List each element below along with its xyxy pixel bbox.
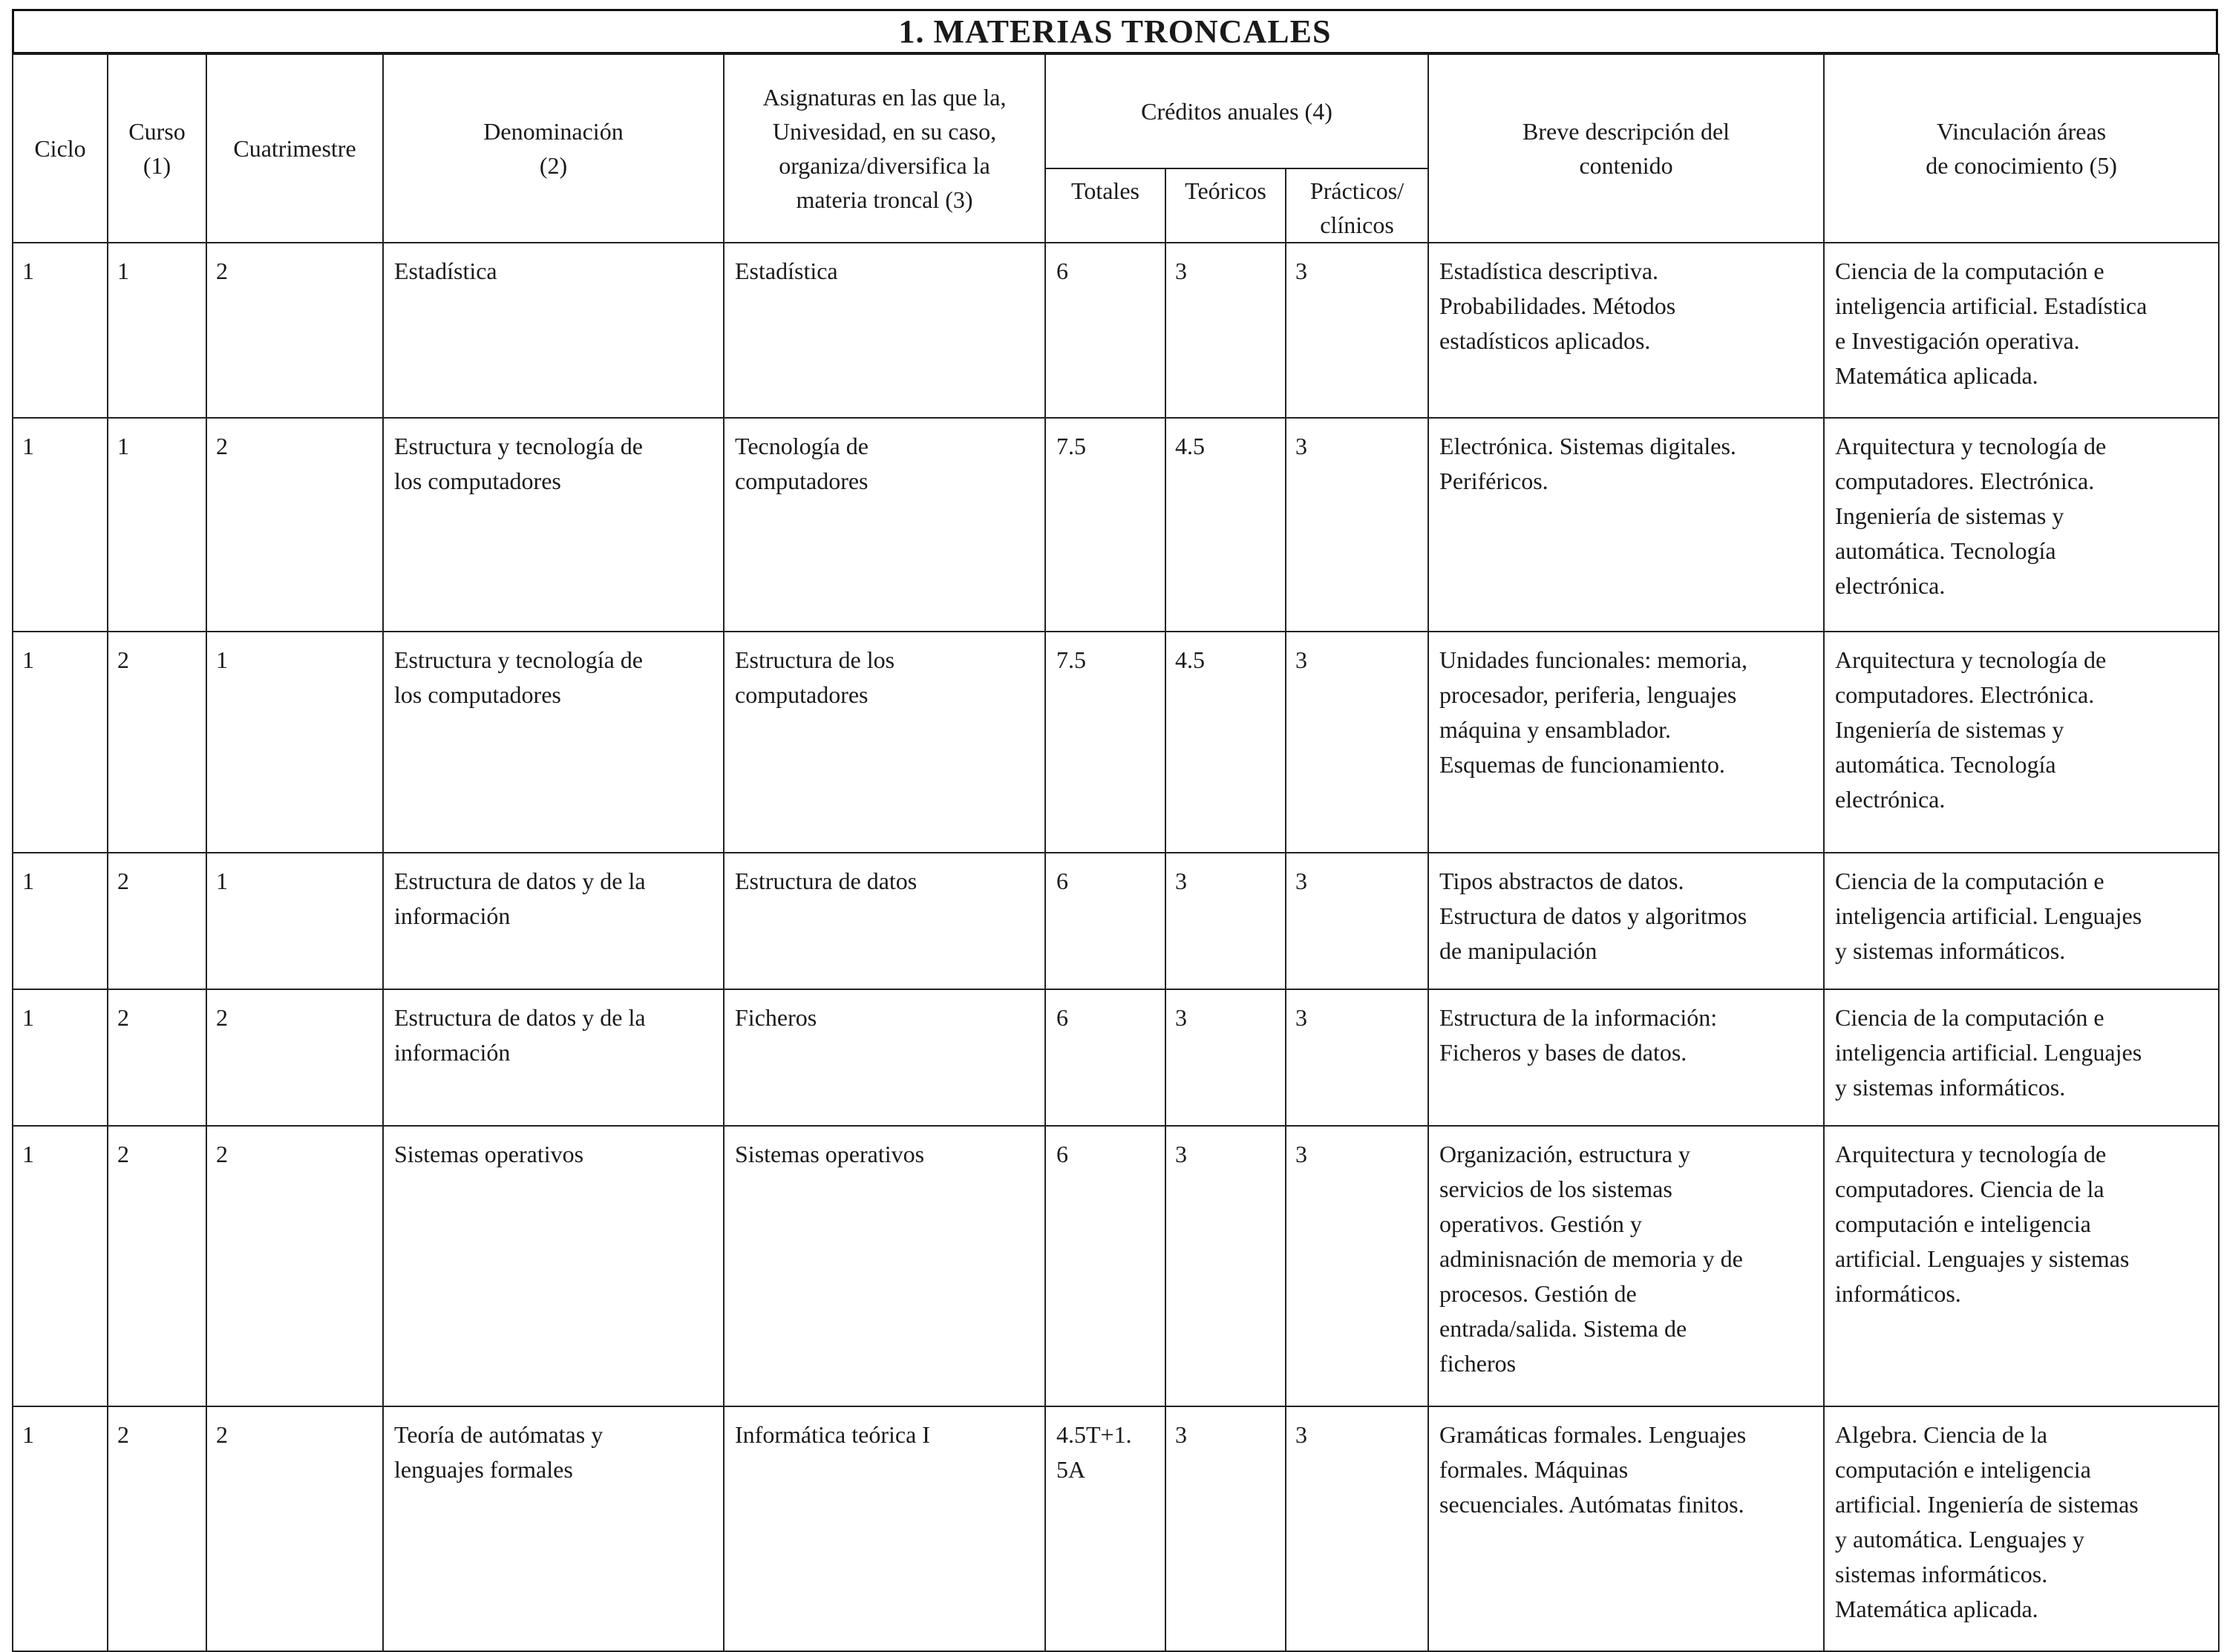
cell-descripcion-line: Electrónica. Sistemas digitales. [1439,433,1736,459]
cell-totales [1045,1126,1165,1406]
header-totales: Totales [1045,168,1165,243]
cell-cuatrimestre: 1 [206,632,383,853]
cell-asignatura [724,1406,1045,1651]
cell-vinculacion [1824,243,2219,418]
cell-descripcion-line: Periféricos. [1439,468,1548,494]
header-teoricos: Teóricos [1165,168,1286,243]
cell-totales-line: 6 [1056,868,1068,894]
cell-curso: 2 [108,853,206,989]
cell-vinculacion-line: Ciencia de la computación e [1835,868,2104,894]
cell-totales-line: 6 [1056,258,1068,284]
header-vinculacion: Vinculación áreas de conocimiento (5) [1824,54,2219,243]
cell-practicos: 3 [1286,243,1428,418]
cell-teoricos: 3 [1165,853,1286,989]
cell-descripcion-line: secuenciales. Autómatas finitos. [1439,1491,1744,1518]
cell-asignatura-line: Informática teórica I [735,1421,930,1448]
cell-vinculacion-line: computadores. Electrónica. [1835,681,2095,708]
cell-denominacion [383,989,724,1126]
cell-vinculacion-line: informáticos. [1835,1280,1961,1307]
cell-descripcion-line: Gramáticas formales. Lenguajes [1439,1421,1747,1448]
cell-asignatura [724,989,1045,1126]
cell-totales [1045,853,1165,989]
cell-descripcion-line: Esquemas de funcionamiento. [1439,751,1725,778]
table-row [13,853,2219,989]
cell-descripcion-line: Estructura de la información: [1439,1004,1718,1031]
cell-totales [1045,418,1165,632]
cell-totales-line: 5A [1056,1456,1086,1483]
cell-denominacion-line: Sistemas operativos [394,1141,584,1167]
cell-vinculacion-line: computadores. Ciencia de la [1835,1176,2104,1202]
cell-vinculacion-line: Ciencia de la computación e [1835,258,2104,284]
cell-teoricos: 3 [1165,1406,1286,1651]
cell-ciclo: 1 [13,1406,108,1651]
cell-vinculacion-line: electrónica. [1835,572,1946,599]
cell-vinculacion-line: y sistemas informáticos. [1835,937,2066,964]
cell-asignatura-line: Tecnología de [735,433,869,459]
header-cuatrimestre: Cuatrimestre [206,54,383,243]
cell-totales-line: 6 [1056,1004,1068,1031]
table-row [13,989,2219,1126]
cell-vinculacion-line: Ingeniería de sistemas y [1835,716,2064,743]
cell-descripcion-line: Probabilidades. Métodos [1439,292,1676,319]
cell-denominacion [383,1126,724,1406]
cell-teoricos: 3 [1165,1126,1286,1406]
cell-totales-line: 7.5 [1056,433,1086,459]
cell-ciclo: 1 [13,853,108,989]
cell-vinculacion-line: Ciencia de la computación e [1835,1004,2104,1031]
header-asignaturas: Asignaturas en las que la, Univesidad, en su caso, organiza/diversifica la materia troncal (3) [724,54,1045,243]
cell-cuatrimestre: 1 [206,853,383,989]
cell-vinculacion-line: automática. Tecnología [1835,537,2056,564]
cell-vinculacion-line: computación e inteligencia [1835,1456,2091,1483]
cell-denominacion [383,1406,724,1651]
cell-descripcion [1428,632,1824,853]
cell-vinculacion-line: Matemática aplicada. [1835,1596,2038,1622]
cell-asignatura-line: computadores [735,468,869,494]
cell-ciclo: 1 [13,418,108,632]
cell-totales [1045,1406,1165,1651]
cell-vinculacion-line: y automática. Lenguajes y [1835,1526,2084,1553]
cell-teoricos: 4.5 [1165,418,1286,632]
cell-denominacion-line: Estructura de datos y de la [394,868,646,894]
header-descripcion: Breve descripción del contenido [1428,54,1824,243]
cell-totales-line: 4.5T+1. [1056,1421,1132,1448]
cell-denominacion-line: los computadores [394,468,561,494]
cell-practicos: 3 [1286,418,1428,632]
cell-vinculacion-line: artificial. Lenguajes y sistemas [1835,1245,2130,1272]
cell-descripcion-line: procesos. Gestión de [1439,1280,1637,1307]
cell-teoricos: 3 [1165,243,1286,418]
cell-asignatura-line: Estructura de datos [735,868,918,894]
page-title: 1. MATERIAS TRONCALES [12,9,2218,53]
cell-descripcion [1428,853,1824,989]
cell-vinculacion-line: e Investigación operativa. [1835,327,2080,354]
cell-cuatrimestre: 2 [206,1406,383,1651]
cell-vinculacion-line: Arquitectura y tecnología de [1835,1141,2107,1167]
cell-vinculacion-line: Ingeniería de sistemas y [1835,502,2064,529]
cell-descripcion [1428,1126,1824,1406]
cell-teoricos: 3 [1165,989,1286,1126]
cell-vinculacion-line: sistemas informáticos. [1835,1561,2048,1587]
cell-descripcion-line: procesador, periferia, lenguajes [1439,681,1737,708]
cell-vinculacion [1824,989,2219,1126]
cell-vinculacion-line: inteligencia artificial. Lenguajes [1835,902,2142,929]
cell-totales-line: 7.5 [1056,646,1086,673]
cell-curso: 2 [108,989,206,1126]
cell-descripcion-line: de manipulación [1439,937,1597,964]
cell-vinculacion-line: Algebra. Ciencia de la [1835,1421,2048,1448]
cell-denominacion [383,853,724,989]
table-row [13,1126,2219,1406]
header-denominacion: Denominación (2) [383,54,724,243]
cell-descripcion [1428,418,1824,632]
cell-vinculacion-line: computación e inteligencia [1835,1210,2091,1237]
cell-denominacion-line: Estadística [394,258,497,284]
cell-descripcion-line: máquina y ensamblador. [1439,716,1671,743]
cell-vinculacion-line: computadores. Electrónica. [1835,468,2095,494]
cell-descripcion-line: Unidades funcionales: memoria, [1439,646,1748,673]
cell-practicos: 3 [1286,853,1428,989]
cell-descripcion-line: Estadística descriptiva. [1439,258,1659,284]
cell-asignatura [724,632,1045,853]
cell-totales [1045,989,1165,1126]
header-practicos: Prácticos/ clínicos [1286,168,1428,243]
cell-vinculacion-line: Matemática aplicada. [1835,362,2038,389]
cell-descripcion-line: adminisnación de memoria y de [1439,1245,1743,1272]
cell-descripcion [1428,989,1824,1126]
cell-cuatrimestre: 2 [206,989,383,1126]
cell-descripcion-line: Tipos abstractos de datos. [1439,868,1684,894]
cell-totales-line: 6 [1056,1141,1068,1167]
cell-cuatrimestre: 2 [206,243,383,418]
cell-asignatura [724,418,1045,632]
cell-denominacion-line: información [394,902,511,929]
cell-asignatura [724,243,1045,418]
cell-denominacion-line: los computadores [394,681,561,708]
cell-cuatrimestre: 2 [206,1126,383,1406]
materias-table [12,53,2220,1652]
cell-vinculacion [1824,1126,2219,1406]
cell-cuatrimestre: 2 [206,418,383,632]
cell-asignatura-line: Estadística [735,258,838,284]
table-row [13,1406,2219,1651]
cell-denominacion-line: Teoría de autómatas y [394,1421,604,1448]
cell-descripcion [1428,1406,1824,1651]
cell-practicos: 3 [1286,989,1428,1126]
cell-totales [1045,243,1165,418]
table-row [13,418,2219,632]
cell-descripcion-line: ficheros [1439,1350,1517,1377]
cell-asignatura-line: Sistemas operativos [735,1141,925,1167]
cell-denominacion-line: Estructura de datos y de la [394,1004,646,1031]
cell-vinculacion [1824,632,2219,853]
cell-denominacion-line: información [394,1039,511,1066]
table-body [13,243,2219,1651]
cell-denominacion [383,418,724,632]
cell-descripcion-line: Organización, estructura y [1439,1141,1690,1167]
cell-curso: 2 [108,1406,206,1651]
cell-descripcion-line: servicios de los sistemas [1439,1176,1672,1202]
cell-asignatura-line: Estructura de los [735,646,895,673]
cell-ciclo: 1 [13,1126,108,1406]
header-ciclo: Ciclo [13,54,108,243]
cell-vinculacion [1824,853,2219,989]
cell-ciclo: 1 [13,632,108,853]
cell-vinculacion-line: inteligencia artificial. Estadística [1835,292,2148,319]
cell-denominacion-line: lenguajes formales [394,1456,573,1483]
cell-practicos: 3 [1286,1406,1428,1651]
cell-descripcion-line: Estructura de datos y algoritmos [1439,902,1747,929]
cell-asignatura-line: Ficheros [735,1004,817,1031]
cell-teoricos: 4.5 [1165,632,1286,853]
cell-totales [1045,632,1165,853]
cell-curso: 2 [108,1126,206,1406]
cell-denominacion [383,632,724,853]
cell-vinculacion-line: Arquitectura y tecnología de [1835,433,2107,459]
cell-vinculacion [1824,1406,2219,1651]
cell-denominacion-line: Estructura y tecnología de [394,646,643,673]
cell-asignatura [724,853,1045,989]
cell-descripcion [1428,243,1824,418]
cell-ciclo: 1 [13,243,108,418]
cell-curso: 1 [108,243,206,418]
cell-vinculacion [1824,418,2219,632]
cell-vinculacion-line: inteligencia artificial. Lenguajes [1835,1039,2142,1066]
cell-asignatura-line: computadores [735,681,869,708]
cell-asignatura [724,1126,1045,1406]
cell-denominacion [383,243,724,418]
table-row [13,632,2219,853]
cell-practicos: 3 [1286,1126,1428,1406]
cell-descripcion-line: estadísticos aplicados. [1439,327,1651,354]
document-sheet [12,9,2218,1644]
cell-denominacion-line: Estructura y tecnología de [394,433,643,459]
cell-vinculacion-line: Arquitectura y tecnología de [1835,646,2107,673]
header-creditos: Créditos anuales (4) [1045,54,1428,168]
cell-vinculacion-line: y sistemas informáticos. [1835,1074,2066,1101]
cell-curso: 1 [108,418,206,632]
cell-vinculacion-line: electrónica. [1835,786,1946,813]
cell-curso: 2 [108,632,206,853]
cell-practicos: 3 [1286,632,1428,853]
header-curso: Curso (1) [108,54,206,243]
cell-descripcion-line: operativos. Gestión y [1439,1210,1642,1237]
cell-vinculacion-line: artificial. Ingeniería de sistemas [1835,1491,2139,1518]
cell-descripcion-line: formales. Máquinas [1439,1456,1629,1483]
cell-descripcion-line: Ficheros y bases de datos. [1439,1039,1687,1066]
cell-descripcion-line: entrada/salida. Sistema de [1439,1315,1687,1342]
cell-ciclo: 1 [13,989,108,1126]
cell-vinculacion-line: automática. Tecnología [1835,751,2056,778]
table-row [13,243,2219,418]
